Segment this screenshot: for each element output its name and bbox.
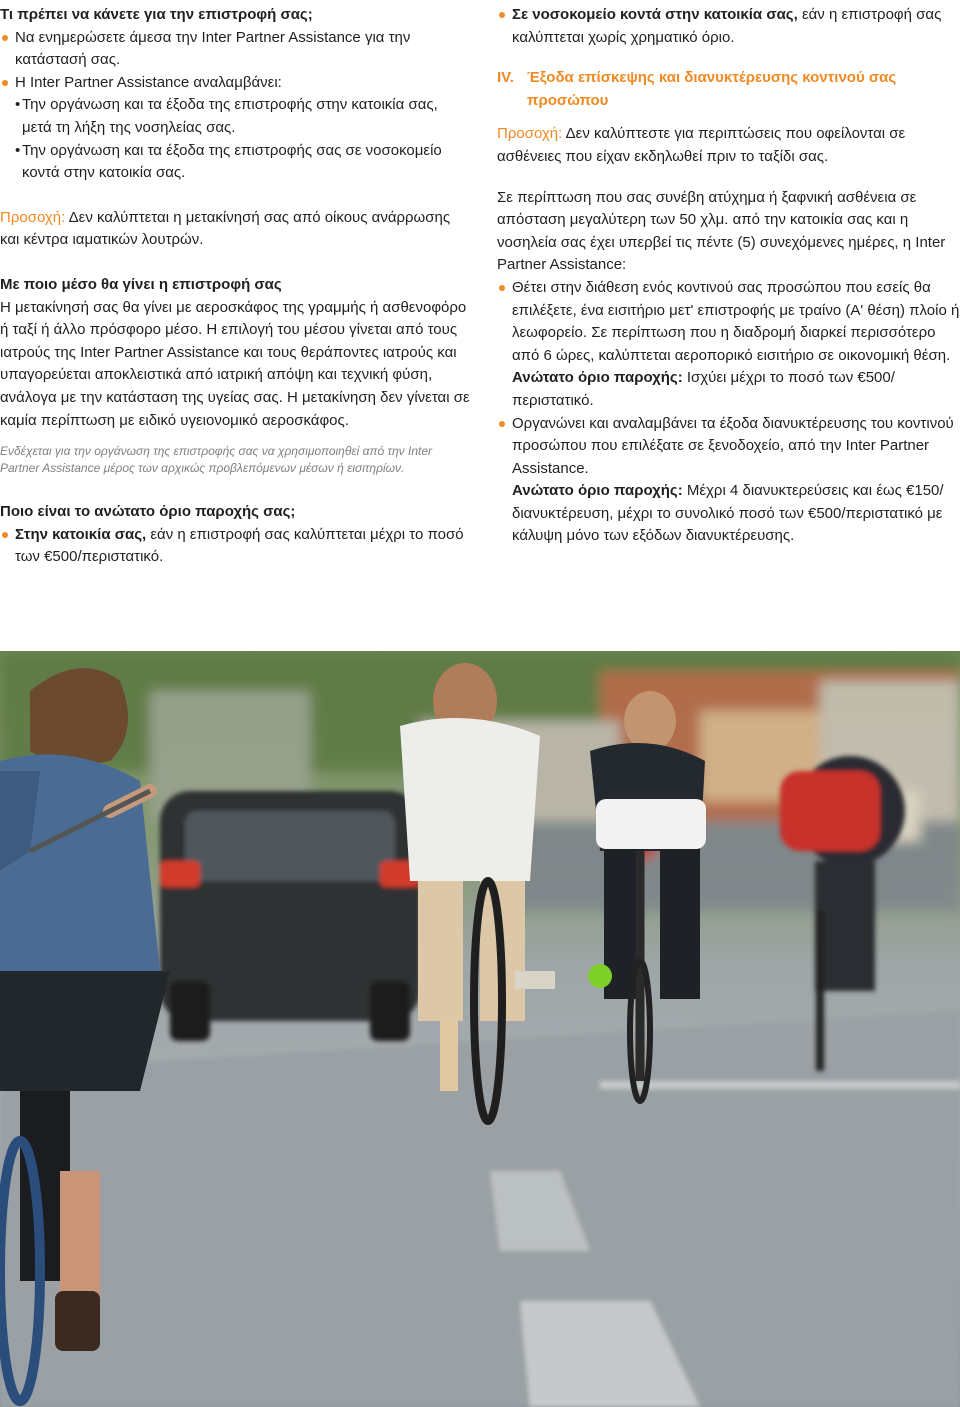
hospital-limit-text: εάν η επιστροφή σας καλύπτεται χωρίς χρηματικό όριο.	[512, 6, 942, 46]
accommodation-limit-text: Μέχρι 4 διανυκτερεύσεις και έως €150/διανυκτέρευση, μέχρι το συνολικό ποσό των €500/περιστατικό με κάλυψη μόνο των εξόδων διανυκτέρευσης.	[512, 482, 944, 545]
sub-bullet-home: • Την οργάνωση και τα έξοδα της επιστροφής στην κατοικία σας, μετά τη λήξη της νοσηλείας σας.	[15, 96, 438, 136]
warning-text-right: Δεν καλύπτεστε για περιπτώσεις που οφείλονται σε ασθένειες που είχαν εκδηλωθεί πριν το ταξίδι σας.	[497, 125, 906, 165]
bullet-accommodation	[497, 413, 960, 549]
bullet-notify: Να ενημερώσετε άμεσα την Inter Partner Assistance για την κατάστασή σας.	[0, 27, 470, 72]
transport-paragraph: Η μετακίνησή σας θα γίνει με αεροσκάφος της γραμμής ή ασθενοφόρο ή ταξί ή άλλο πρόσφορο μέσο. Η επιλογή του μέσου γίνεται από τους ιατρούς της Inter Partner Assistance και τους θεράποντες ιατρούς και υπαγορεύεται αποκλειστικά από ιατρική απόψη και τεχνική φύση, ανάλογα με την κατάσταση της υγείας σας. Η μετακίνηση δεν γίνεται σε καμία περίπτωση με ειδικό υγειονομικό αεροσκάφος.	[0, 298, 470, 429]
warning-text: Δεν καλύπτεται η μετακίνησή σας από οίκους ανάρρωσης και κέντρα ιαματικών λουτρών.	[0, 208, 451, 249]
ticket-limit-label: Ανώτατο όριο παροχής:	[512, 369, 683, 387]
warning-label: Προσοχή:	[0, 208, 66, 226]
visit-paragraph: Σε περίπτωση που σας συνέβη ατύχημα ή ξαφνική ασθένεια σε απόσταση μεγαλύτερη των 50 χλμ. από την κατοικία σας και η νοσηλεία σας έχει υπερβεί τις πέντε (5) συνεχόμενες ημέρες, η Inter Partner Assistance:	[497, 188, 946, 274]
accommodation-limit-label: Ανώτατο όριο παροχής:	[512, 482, 683, 500]
bullet-undertakes: Η Inter Partner Assistance αναλαμβάνει:	[0, 72, 470, 95]
ticket-text: Θέτει στην διάθεση ενός κοντινού σας προσώπου που εσείς θα επιλέξετε, ένα εισιτήριο μετ' επιστροφής με τραίνο (Α' θέση) πλοίο ή λεωφορείο. Σε περίπτωση που η διαδρομή διαρκεί περισσότερο από 6 ώρες, καλύπτεται αεροπορικό εισιτήριο σε οικονομική θέση.	[512, 278, 960, 364]
section-title: Έξοδα επίσκεψης και διανυκτέρευσης κοντινού σας προσώπου	[527, 69, 897, 109]
home-limit-label: Στην κατοικία σας,	[15, 525, 147, 543]
sub-bullet-hospital: • Την οργάνωση και τα έξοδα της επιστροφής σας σε νοσοκομείο κοντά στην κατοικία σας.	[15, 141, 442, 182]
right-column	[497, 0, 960, 548]
sub-bullet-home-text: Την οργάνωση και τα έξοδα της επιστροφής στην κατοικία σας, μετά τη λήξη της νοσηλείας σας.	[22, 96, 438, 136]
limit-heading: Ποιο είναι το ανώτατο όριο παροχής σας;	[0, 503, 296, 521]
tickets-note: Ενδέχεται για την οργάνωση της επιστροφής σας να χρησιμοποιηθεί από την Inter Partner Assistance μέρος των αρχικώς προβλεπόμενων μέσων ή εισιτηρίων.	[0, 444, 432, 475]
accommodation-text: Οργανώνει και αναλαμβάνει τα έξοδα διανυκτέρευσης του κοντινού προσώπου που επιλέξατε σε ξενοδοχείο, από την Inter Partner Assistance.	[512, 414, 954, 477]
hospital-limit-label: Σε νοσοκομείο κοντά στην κατοικία σας,	[512, 6, 798, 23]
warning-convalescence	[0, 207, 470, 252]
ticket-limit-text: Ισχύει μέχρι το ποσό των €500/περιστατικό.	[512, 369, 895, 409]
bullet-home-limit	[0, 524, 470, 569]
warning-preexisting	[497, 123, 960, 168]
transport-heading: Με ποιο μέσο θα γίνει η επιστροφή σας	[0, 275, 282, 293]
bullet-ticket	[497, 277, 960, 413]
cyclists-illustration	[0, 651, 960, 1407]
left-column	[0, 0, 470, 569]
section-iv-heading	[497, 67, 960, 112]
warning-label-right: Προσοχή:	[497, 125, 563, 143]
sub-bullet-hospital-text: Την οργάνωση και τα έξοδα της επιστροφής σας σε νοσοκομείο κοντά στην κατοικία σας.	[22, 141, 442, 182]
home-limit-text: εάν η επιστροφή σας καλύπτεται μέχρι το ποσό των €500/περιστατικό.	[15, 525, 464, 566]
return-heading: Τι πρέπει να κάνετε για την επιστροφή σας;	[0, 6, 313, 23]
bullet-hospital-limit	[497, 4, 960, 49]
cyclists-photo	[0, 651, 960, 1407]
section-number: IV.	[497, 69, 514, 87]
